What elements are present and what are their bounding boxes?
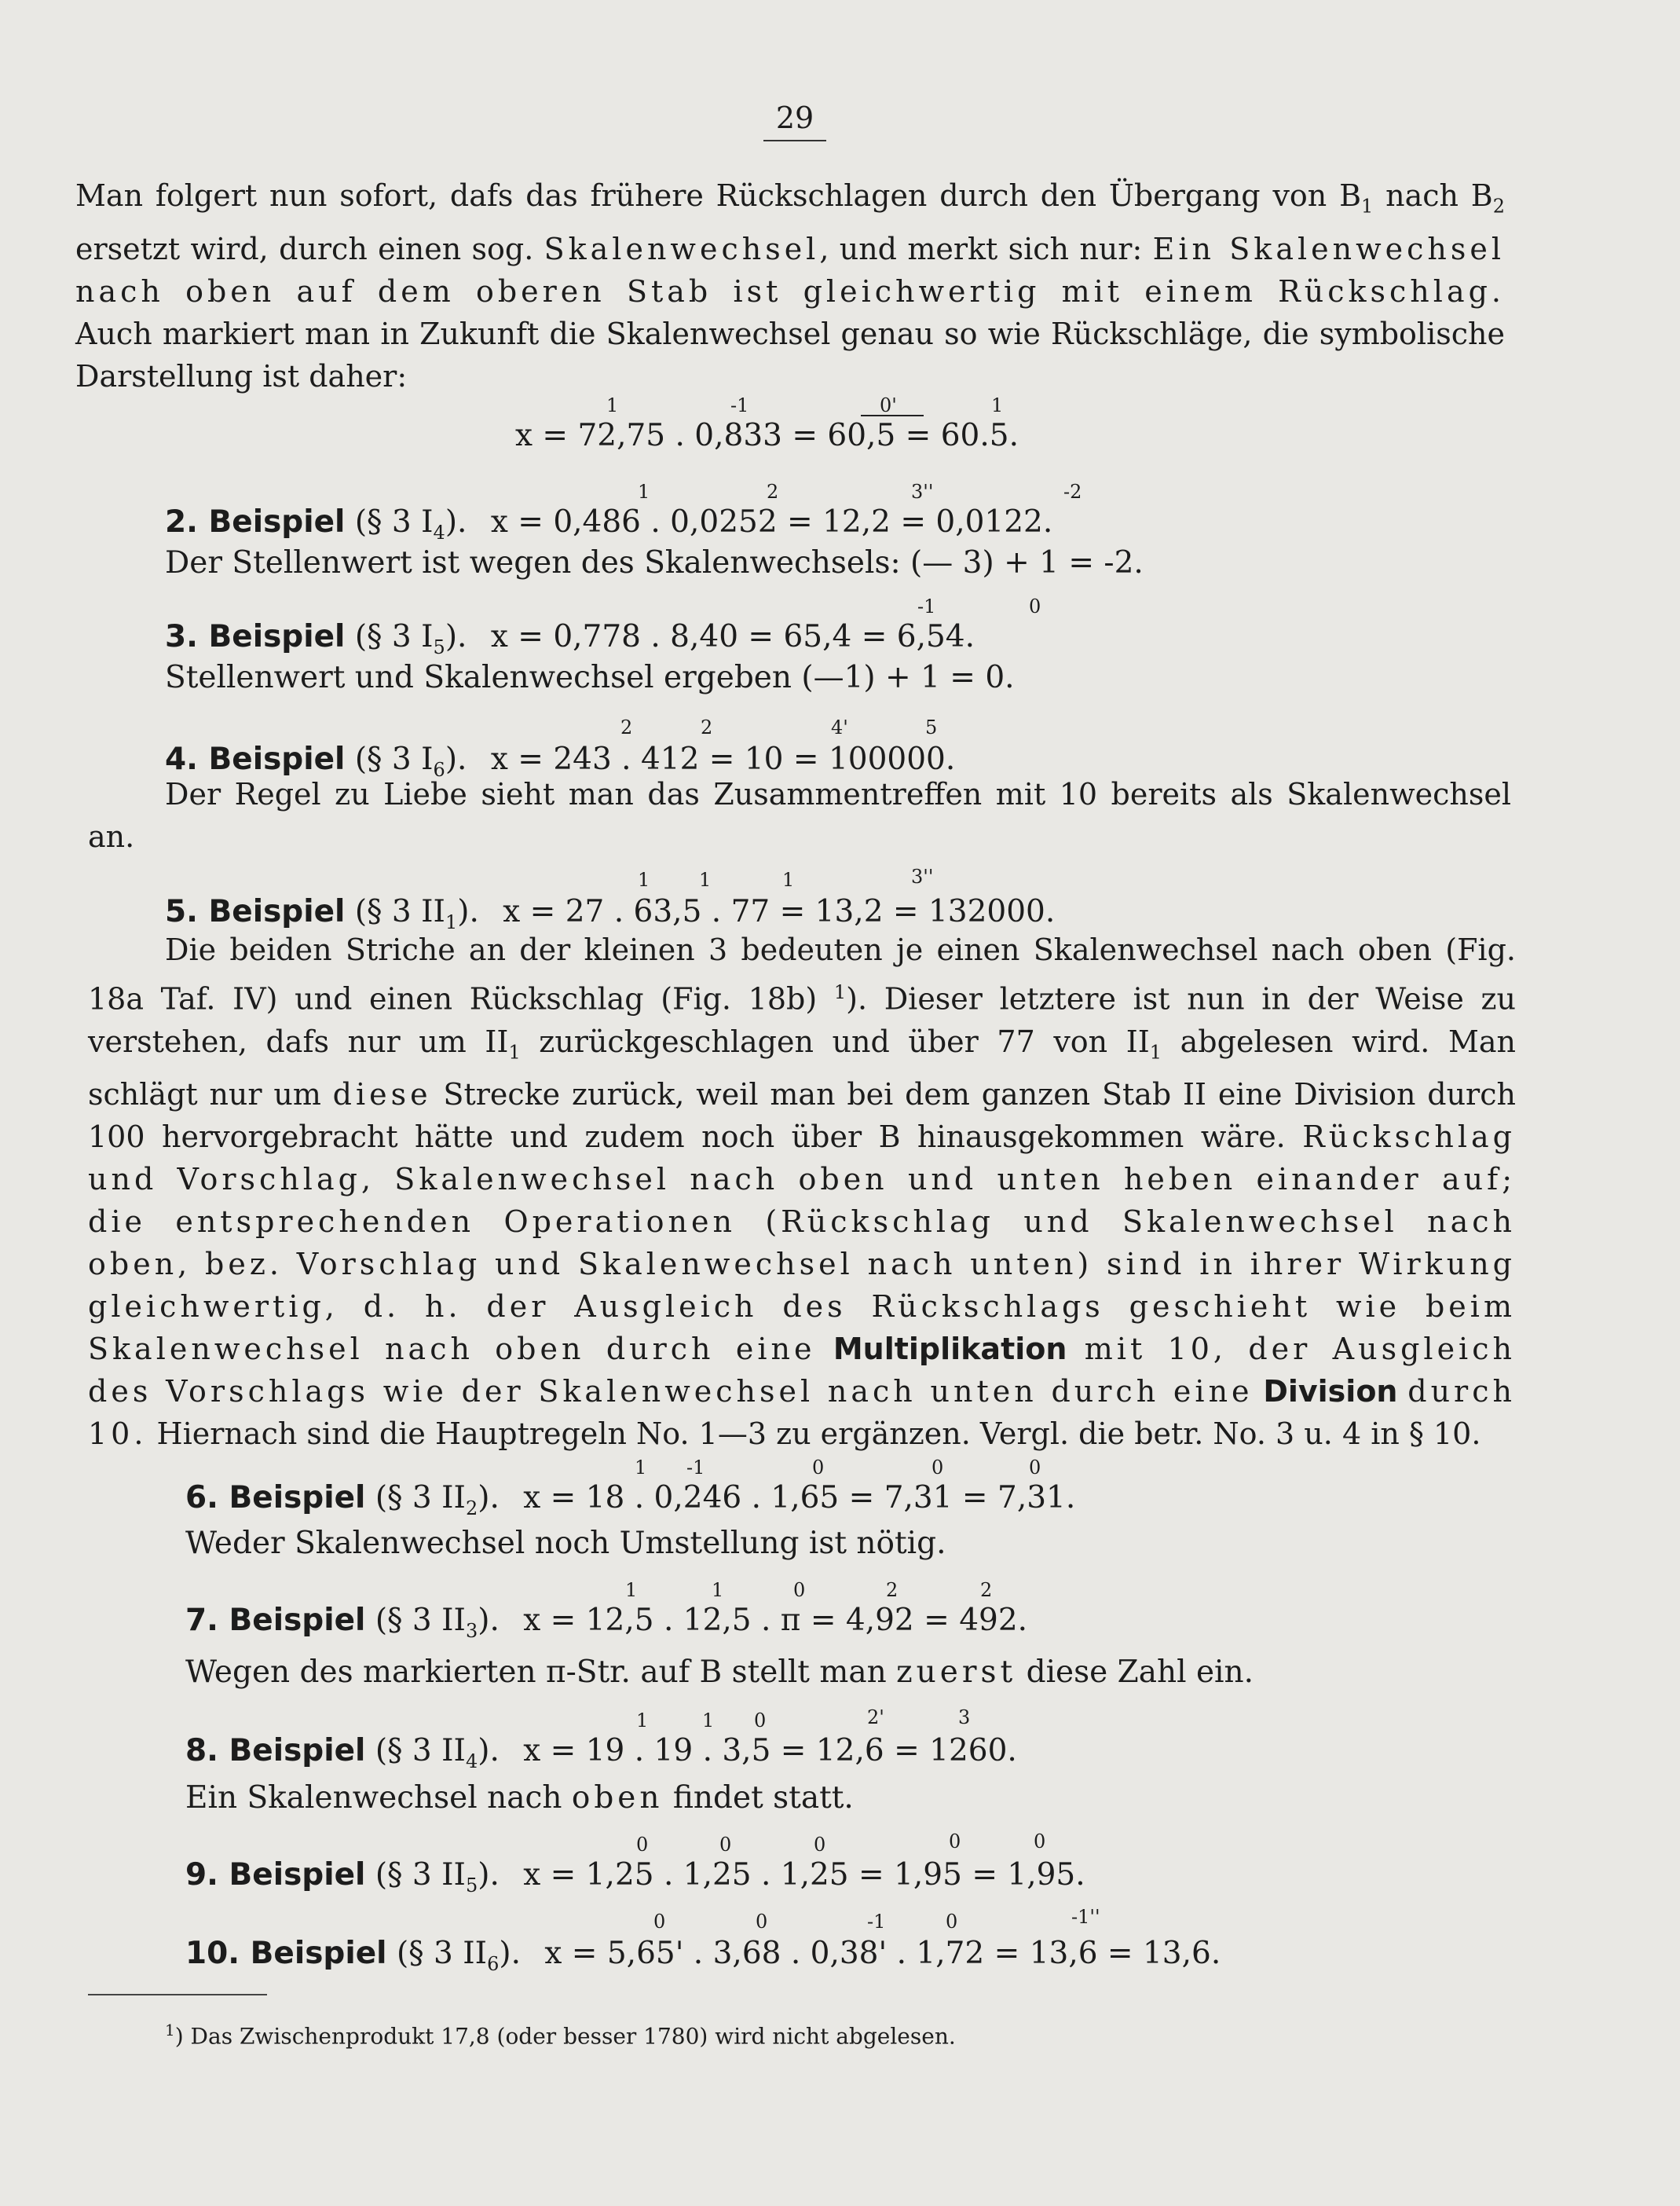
example-5-ref-sub: 1	[445, 911, 458, 933]
ex9-mark-5: 0	[1034, 1830, 1046, 1852]
intro-paragraph	[75, 174, 1505, 398]
example-3-heading	[165, 619, 975, 658]
ex5-mark-3: 1	[782, 869, 795, 891]
footnote	[165, 2021, 956, 2049]
ex7-mark-4: 2	[886, 1579, 899, 1601]
equation-1	[515, 418, 1019, 453]
footnote-rule	[88, 1994, 267, 1995]
example-8-label: 8. Beispiel	[185, 1733, 366, 1768]
example-10-equation: x = 5,65' . 3,68 . 0,38' . 1,72 = 13,6 = 13,6.	[544, 1936, 1221, 1971]
example-2-heading	[165, 504, 1052, 544]
example-5-label: 5. Beispiel	[165, 894, 346, 929]
example-5-heading	[165, 894, 1055, 933]
ex7-mark-2: 1	[712, 1579, 724, 1601]
eq1-mark-3: 0'	[880, 394, 897, 416]
ex10-mark-2: 0	[756, 1911, 768, 1933]
rule-text-2: ). Dieser letztere ist nun in der Weise zu verstehen, dafs nur um II	[88, 981, 1516, 1059]
example-5-equation: x = 27 . 63,5 . 77 = 13,2 = 132000.	[503, 894, 1056, 929]
ex8-mark-2: 1	[702, 1709, 715, 1731]
example-9-ref: (§ 3 II	[375, 1857, 466, 1893]
intro-spaced-1: Skalenwechsel	[544, 231, 820, 266]
example-4-ref-sub: 6	[433, 758, 445, 781]
example-3-ref: (§ 3 I	[354, 619, 434, 654]
example-7-note	[185, 1654, 1254, 1690]
example-3-equation: x = 0,778 . 8,40 = 65,4 = 6,54.	[490, 619, 975, 654]
ex6-mark-3: 0	[812, 1457, 825, 1479]
ex4-mark-4: 5	[925, 716, 938, 738]
example-6-ref: (§ 3 II	[375, 1480, 466, 1515]
ex5-mark-4: 3''	[911, 866, 934, 888]
example-4-label: 4. Beispiel	[165, 742, 346, 777]
ex7-mark-3: 0	[793, 1579, 806, 1601]
example-7-ref-end: ).	[478, 1603, 500, 1638]
example-7-ref-sub: 3	[465, 1619, 478, 1642]
rule-bold-division: Division	[1263, 1374, 1398, 1409]
example-4-ref-end: ).	[445, 742, 467, 777]
eq1-overline	[861, 415, 924, 416]
ex10-mark-5: -1''	[1071, 1906, 1100, 1928]
example-2-note: Der Stellenwert ist wegen des Skalenwechsels: (— 3) + 1 = -2.	[165, 545, 1144, 581]
intro-text-4: , und merkt sich nur:	[819, 231, 1153, 266]
rule-text-3: zurückgeschlagen und über 77 von II	[520, 1024, 1150, 1059]
example-5-ref-end: ).	[457, 894, 479, 929]
example-10-label: 10. Beispiel	[185, 1936, 387, 1971]
example-10-ref-sub: 6	[487, 1952, 500, 1975]
ex4-mark-2: 2	[701, 716, 713, 738]
ex4-mark-1: 2	[620, 716, 633, 738]
rule-spaced-1: diese	[332, 1077, 432, 1112]
ex3-mark-2: 0	[1029, 595, 1041, 617]
equation-1-text: x = 72,75 . 0,833 = 60,5 = 60.5.	[515, 418, 1019, 453]
ex2-mark-3: 3''	[911, 481, 934, 503]
ex7-mark-1: 1	[625, 1579, 638, 1601]
example-6-label: 6. Beispiel	[185, 1480, 366, 1515]
rule-paragraph	[88, 929, 1516, 1455]
page-number: 29	[763, 101, 826, 141]
ex3-mark-1: -1	[917, 595, 936, 617]
example-7-note-text-2: diese Zahl ein.	[1016, 1654, 1254, 1690]
ex2-mark-1: 1	[638, 481, 650, 503]
example-10-heading	[185, 1936, 1221, 1975]
ex10-mark-1: 0	[653, 1911, 666, 1933]
intro-spaced-2: Ein Skalenwechsel nach oben auf dem oberen Stab ist gleichwertig mit einem Rückschlag.	[75, 231, 1505, 309]
example-7-note-spaced: zuerst	[896, 1654, 1017, 1690]
example-10-ref-end: ).	[499, 1936, 521, 1971]
ex6-mark-5: 0	[1029, 1457, 1041, 1479]
ex9-mark-2: 0	[719, 1834, 732, 1856]
ex8-mark-1: 1	[636, 1709, 649, 1731]
example-8-ref: (§ 3 II	[375, 1733, 466, 1768]
example-8-ref-sub: 4	[465, 1750, 478, 1772]
intro-text-1: Man folgert nun sofort, dafs das frühere Rückschlagen durch den Übergang von B	[75, 178, 1362, 213]
example-7-note-text-1: Wegen des markierten π-Str. auf B stellt man	[185, 1654, 897, 1690]
example-9-ref-sub: 5	[465, 1874, 478, 1896]
ex2-mark-4: -2	[1063, 481, 1082, 503]
example-9-heading	[185, 1857, 1085, 1896]
example-8-note-text-1: Ein Skalenwechsel nach	[185, 1780, 572, 1816]
eq1-mark-2: -1	[730, 394, 749, 416]
example-8-note-spaced: oben	[571, 1780, 664, 1816]
example-2-ref-sub: 4	[433, 521, 445, 544]
example-8-ref-end: ).	[478, 1733, 500, 1768]
example-6-heading	[185, 1480, 1075, 1519]
example-3-note: Stellenwert und Skalenwechsel ergeben (—1) + 1 = 0.	[165, 660, 1015, 695]
example-2-ref: (§ 3 I	[354, 504, 434, 540]
ex5-mark-2: 1	[699, 869, 712, 891]
intro-sub-1: 1	[1361, 195, 1374, 218]
example-3-ref-sub: 5	[433, 636, 445, 658]
example-8-note-text-2: findet statt.	[663, 1780, 854, 1816]
ex8-mark-3: 0	[754, 1709, 767, 1731]
rule-sub-1: 1	[508, 1041, 521, 1064]
example-7-heading	[185, 1603, 1027, 1642]
rule-text-4: abgelesen wird. Man schlägt nur um	[88, 1024, 1516, 1112]
example-3-label: 3. Beispiel	[165, 619, 346, 654]
example-6-ref-sub: 2	[465, 1497, 478, 1519]
example-6-equation: x = 18 . 0,246 . 1,65 = 7,31 = 7,31.	[523, 1480, 1076, 1515]
example-7-equation: x = 12,5 . 12,5 . π = 4,92 = 492.	[523, 1603, 1028, 1638]
ex6-mark-4: 0	[932, 1457, 944, 1479]
rule-text-5: Strecke zurück, weil man bei dem ganzen Stab II eine Division durch 100 hervorgebracht hätte und zudem noch über B hinausgekommen wäre.	[88, 1077, 1516, 1155]
ex7-mark-5: 2	[980, 1579, 993, 1601]
rule-text-6: Hiernach sind die Hauptregeln No. 1—3 zu ergänzen. Vergl. die betr. No. 3 u. 4 in § 10.	[147, 1416, 1481, 1452]
ex10-mark-3: -1	[867, 1911, 886, 1933]
ex2-mark-2: 2	[767, 481, 779, 503]
rule-text-1: Die beiden Striche an der kleinen 3 bedeuten je einen Skalenwechsel nach oben (Fig. 18a Taf. IV) und einen Rückschlag (Fig. 18b)	[88, 933, 1516, 1017]
ex4-mark-3: 4'	[831, 716, 848, 738]
example-4-ref: (§ 3 I	[354, 742, 434, 777]
rule-spaced-4: durch 10.	[88, 1374, 1516, 1452]
example-3-ref-end: ).	[445, 619, 467, 654]
example-4-equation: x = 243 . 412 = 10 = 100000.	[490, 742, 956, 777]
example-9-ref-end: ).	[478, 1857, 500, 1893]
example-8-equation: x = 19 . 19 . 3,5 = 12,6 = 1260.	[523, 1733, 1017, 1768]
example-8-note	[185, 1780, 854, 1816]
ex9-mark-3: 0	[814, 1834, 826, 1856]
eq1-mark-1: 1	[606, 394, 619, 416]
ex8-mark-4: 2'	[867, 1706, 884, 1728]
rule-spaced-2: Rückschlag und Vorschlag, Skalenwechsel nach oben und unten heben einander auf; die entsprechenden Operationen (Rückschlag und Skalenwechsel nach oben, bez. Vorschlag und Skalenwechsel nach unten) sind in ihrer Wirkung gleichwertig, d. h. der Ausgleich des Rückschlags geschieht wie beim Skalenwechsel nach oben durch eine	[88, 1119, 1516, 1367]
rule-footnote-ref: 1	[833, 981, 847, 1003]
intro-sub-2: 2	[1492, 195, 1506, 218]
example-6-note: Weder Skalenwechsel noch Umstellung ist nötig.	[185, 1526, 946, 1561]
ex10-mark-4: 0	[946, 1911, 958, 1933]
ex5-mark-1: 1	[638, 869, 650, 891]
example-2-label: 2. Beispiel	[165, 504, 346, 540]
ex6-mark-1: 1	[635, 1457, 647, 1479]
ex8-mark-5: 3	[958, 1706, 971, 1728]
intro-text-2: nach B	[1373, 178, 1493, 213]
example-10-ref: (§ 3 II	[396, 1936, 488, 1971]
example-4-note: Der Regel zu Liebe sieht man das Zusammentreffen mit 10 bereits als Skalenwechsel an.	[88, 777, 1511, 854]
example-5-ref: (§ 3 II	[354, 894, 445, 929]
example-8-heading	[185, 1733, 1017, 1772]
ex6-mark-2: -1	[686, 1457, 705, 1479]
example-9-label: 9. Beispiel	[185, 1857, 366, 1893]
footnote-mark: 1	[165, 2021, 175, 2039]
example-7-label: 7. Beispiel	[185, 1603, 366, 1638]
example-6-ref-end: ).	[478, 1480, 500, 1515]
intro-text-3: ersetzt wird, durch einen sog.	[75, 231, 544, 266]
example-9-equation: x = 1,25 . 1,25 . 1,25 = 1,95 = 1,95.	[523, 1857, 1085, 1893]
rule-spaced-3: mit 10, der Ausgleich des Vorschlags wie der Skalenwechsel nach unten durch eine	[88, 1332, 1516, 1409]
footnote-text: ) Das Zwischenprodukt 17,8 (oder besser 1780) wird nicht abgelesen.	[174, 2023, 956, 2050]
ex9-mark-1: 0	[636, 1834, 649, 1856]
example-7-ref: (§ 3 II	[375, 1603, 466, 1638]
rule-bold-multiplikation: Multiplikation	[833, 1332, 1067, 1367]
intro-text-5: Auch markiert man in Zukunft die Skalenwechsel genau so wie Rückschläge, die symbolische Darstellung ist daher:	[75, 316, 1505, 394]
rule-sub-2: 1	[1149, 1041, 1162, 1064]
eq1-mark-4: 1	[991, 394, 1004, 416]
example-2-ref-end: ).	[445, 504, 467, 540]
example-2-equation: x = 0,486 . 0,0252 = 12,2 = 0,0122.	[490, 504, 1053, 540]
ex9-mark-4: 0	[949, 1830, 961, 1852]
